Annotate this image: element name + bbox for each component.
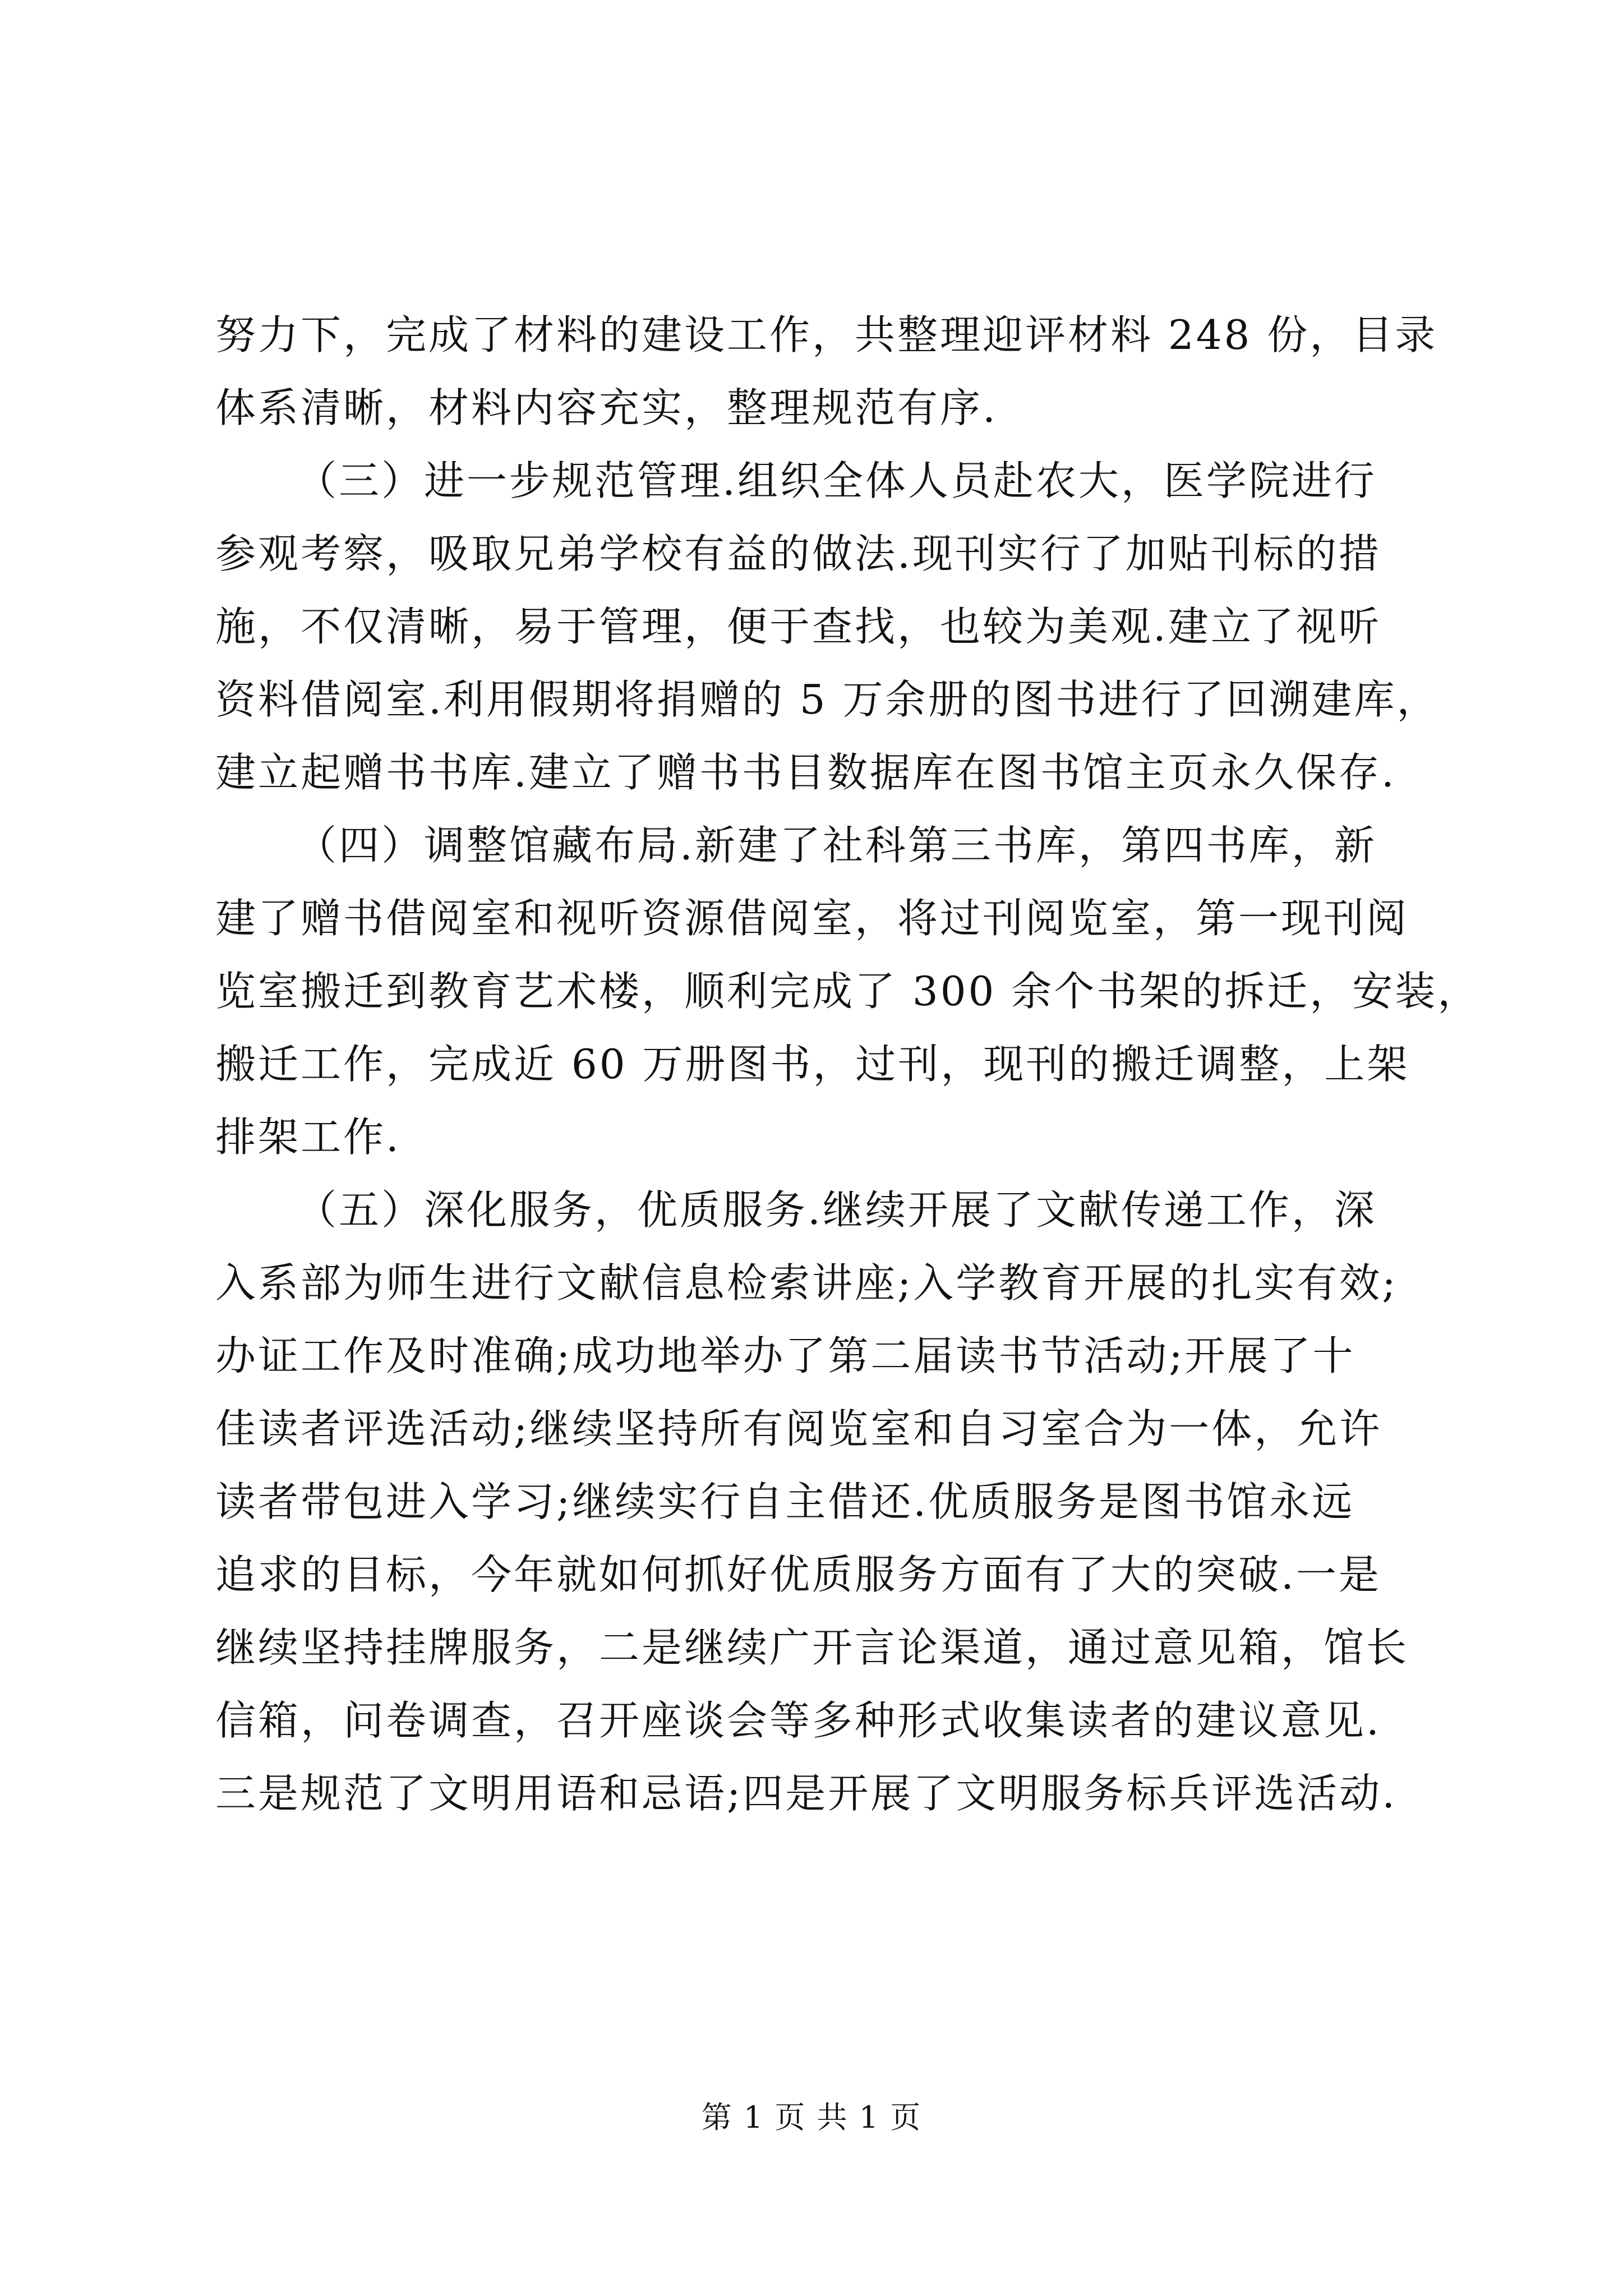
text-line: 参观考察，吸取兄弟学校有益的做法.现刊实行了加贴刊标的措 [215, 530, 1381, 577]
text-line: 建了赠书借阅室和视听资源借阅室，将过刊阅览室，第一现刊阅 [215, 895, 1409, 942]
paragraph-section-four [215, 809, 1481, 1174]
text-line: 搬迁工作，完成近 60 万册图书，过刊，现刊的搬迁调整，上架 [215, 1041, 1410, 1088]
text-line: 览室搬迁到教育艺术楼，顺利完成了 300 余个书架的拆迁，安装， [215, 968, 1481, 1015]
text-line: 入系部为师生进行文献信息检索讲座;入学教育开展的扎实有效; [215, 1259, 1398, 1306]
document-body [215, 298, 1481, 1830]
text-line: 建立起赠书书库.建立了赠书书目数据库在图书馆主页永久保存. [215, 749, 1396, 796]
text-line: 追求的目标，今年就如何抓好优质服务方面有了大的突破.一是 [215, 1551, 1381, 1598]
text-line: 资料借阅室.利用假期将捐赠的 5 万余册的图书进行了回溯建库， [215, 676, 1440, 723]
text-line: 三是规范了文明用语和忌语;四是开展了文明服务标兵评选活动. [215, 1770, 1398, 1817]
text-line: （五）深化服务，优质服务.继续开展了文献传递工作，深 [296, 1186, 1377, 1234]
paragraph-section-three [215, 444, 1440, 809]
paragraph-section-five [215, 1174, 1421, 1830]
text-line: （三）进一步规范管理.组织全体人员赴农大，医学院进行 [296, 457, 1377, 504]
text-line: （四）调整馆藏布局.新建了社科第三书库，第四书库，新 [296, 822, 1377, 869]
paragraph-continuation [215, 298, 1438, 444]
text-line: 信箱，问卷调查，召开座谈会等多种形式收集读者的建议意见. [215, 1697, 1381, 1744]
text-line: 体系清晰，材料内容充实，整理规范有序. [215, 384, 998, 431]
text-line: 读者带包进入学习;继续实行自主借还.优质服务是图书馆永远 [215, 1478, 1355, 1525]
page-footer [0, 2098, 1623, 2137]
page-number-label: 第 1 页 共 1 页 [701, 2100, 922, 2135]
text-line: 排架工作. [215, 1114, 401, 1161]
text-line: 施，不仅清晰，易于管理，便于查找，也较为美观.建立了视听 [215, 603, 1381, 650]
text-line: 办证工作及时准确;成功地举办了第二届读书节活动;开展了十 [215, 1332, 1355, 1379]
text-line: 努力下，完成了材料的建设工作，共整理迎评材料 248 份，目录 [215, 311, 1438, 358]
text-line: 佳读者评选活动;继续坚持所有阅览室和自习室合为一体，允许 [215, 1405, 1382, 1452]
text-line: 继续坚持挂牌服务，二是继续广开言论渠道，通过意见箱，馆长 [215, 1624, 1409, 1671]
